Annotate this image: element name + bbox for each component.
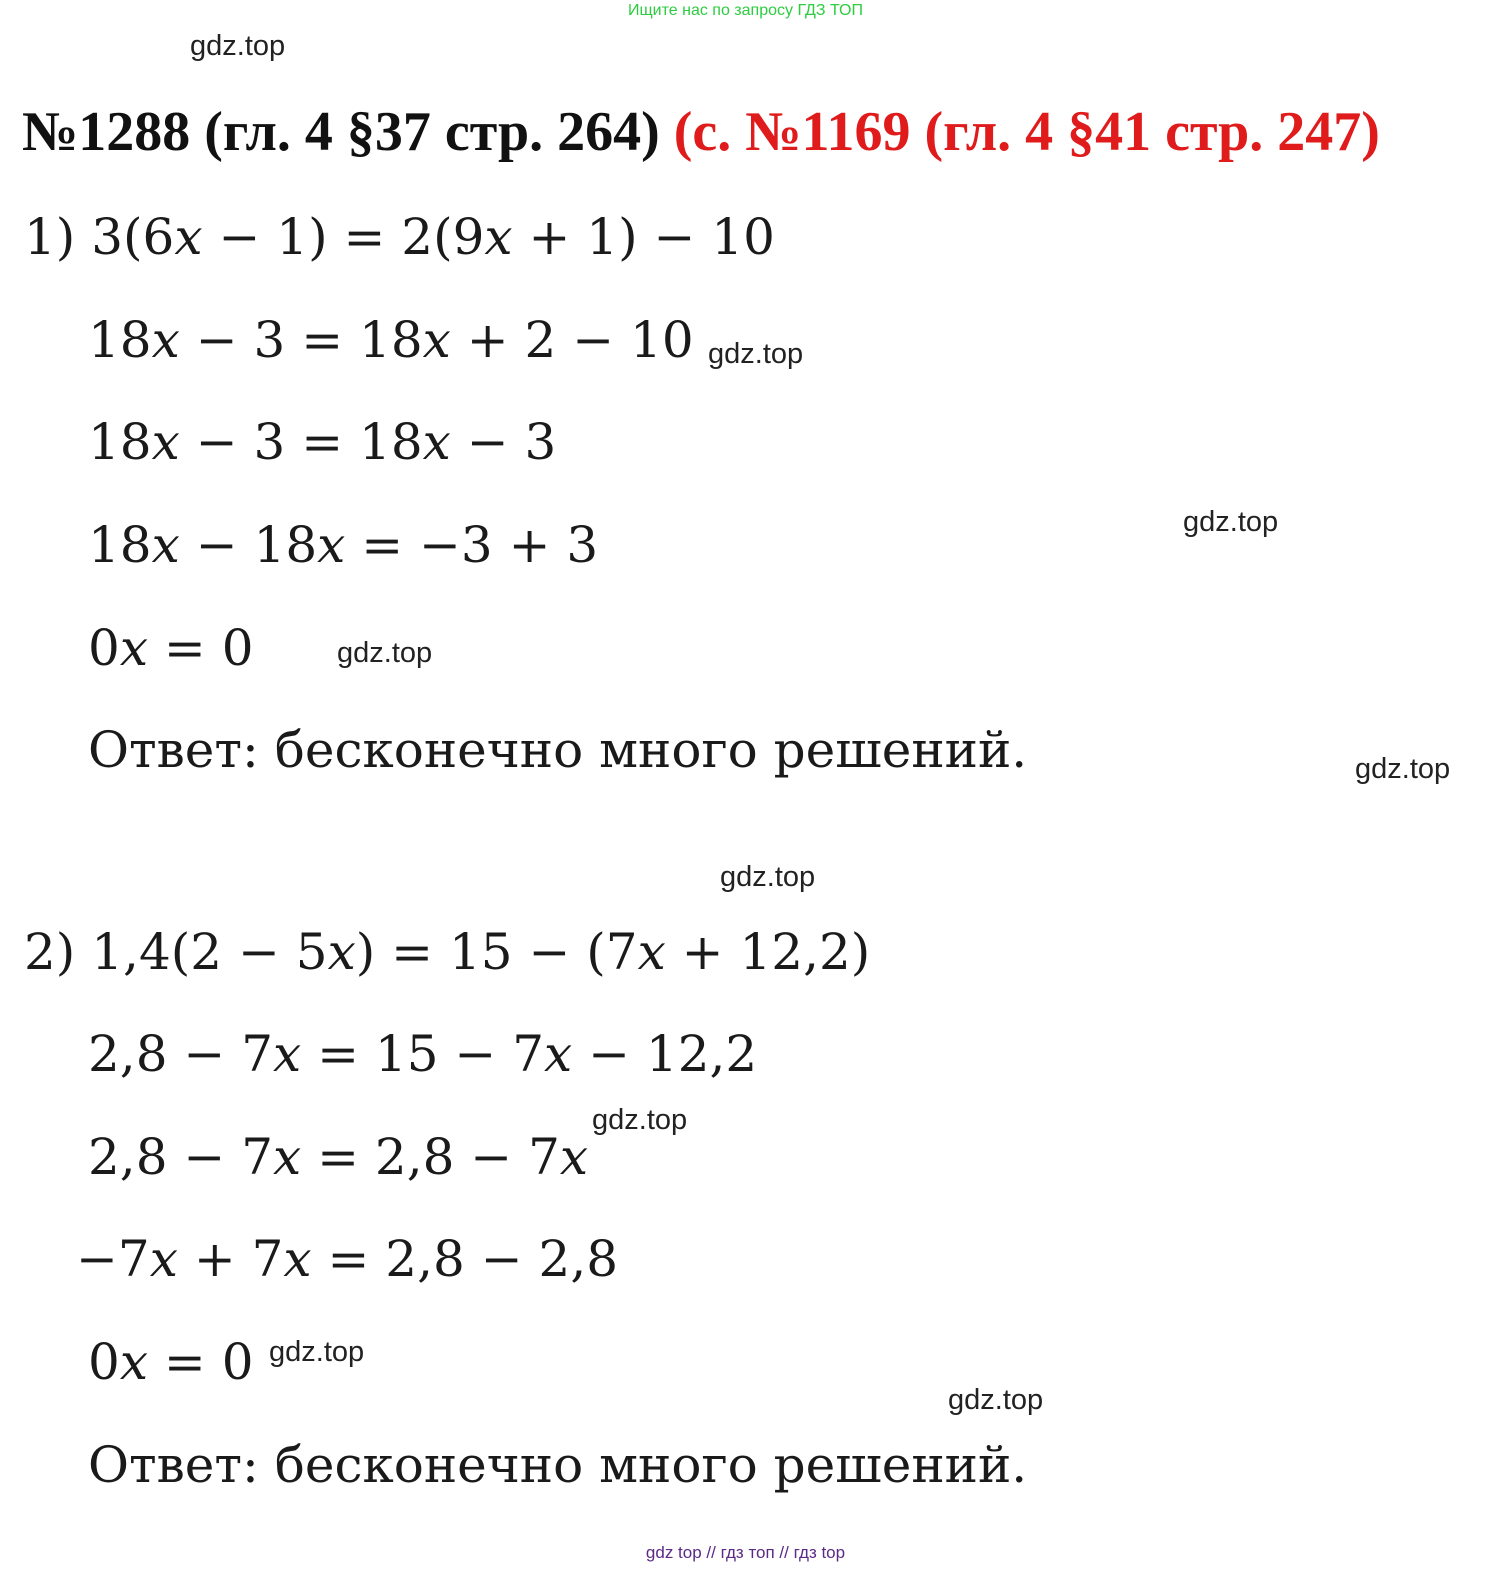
watermark: gdz.top: [190, 30, 286, 62]
task-number: №1288 (гл. 4 §37 стр. 264): [22, 101, 660, 163]
part1-answer: Ответ: бесконечно много решений.: [88, 721, 1028, 779]
watermark: gdz.top: [1183, 506, 1279, 538]
footer-links: gdz top // гдз топ // гдз top: [645, 1543, 846, 1562]
watermark: gdz.top: [269, 1336, 365, 1368]
part2-step-2: 2,8 − 7x = 2,8 − 7x: [88, 1128, 589, 1186]
page-title: [22, 100, 1380, 164]
part2-step-4: 0x = 0: [88, 1333, 254, 1391]
watermark: gdz.top: [592, 1104, 688, 1136]
part2-step-1: 2,8 − 7x = 15 − 7x − 12,2: [88, 1025, 758, 1083]
search-banner: Ищите нас по запросу ГДЗ ТОП: [628, 2, 863, 19]
part1-step-4: 0x = 0: [88, 619, 254, 677]
part1-step-2: 18x − 3 = 18x − 3: [88, 413, 557, 471]
alt-task-number: (с. №1169 (гл. 4 §41 стр. 247): [673, 101, 1380, 163]
watermark: gdz.top: [1355, 753, 1451, 785]
part1-equation-line: [24, 208, 775, 266]
part2-equation-line: [24, 923, 870, 981]
part1-step-1: 18x − 3 = 18x + 2 − 10: [88, 311, 694, 369]
part2-step-3: −7x + 7x = 2,8 − 2,8: [76, 1230, 619, 1288]
watermark: gdz.top: [708, 338, 804, 370]
part1-equation: 3(6x − 1) = 2(9x + 1) − 10: [91, 208, 775, 266]
part1-step-3: 18x − 18x = −3 + 3: [88, 516, 599, 574]
part1-number: 1): [24, 208, 76, 266]
part2-equation: 1,4(2 − 5x) = 15 − (7x + 12,2): [91, 923, 871, 981]
watermark: gdz.top: [337, 637, 433, 669]
watermark: gdz.top: [720, 861, 816, 893]
part2-answer: Ответ: бесконечно много решений.: [88, 1436, 1028, 1494]
watermark: gdz.top: [948, 1384, 1044, 1416]
part2-number: 2): [24, 923, 76, 981]
